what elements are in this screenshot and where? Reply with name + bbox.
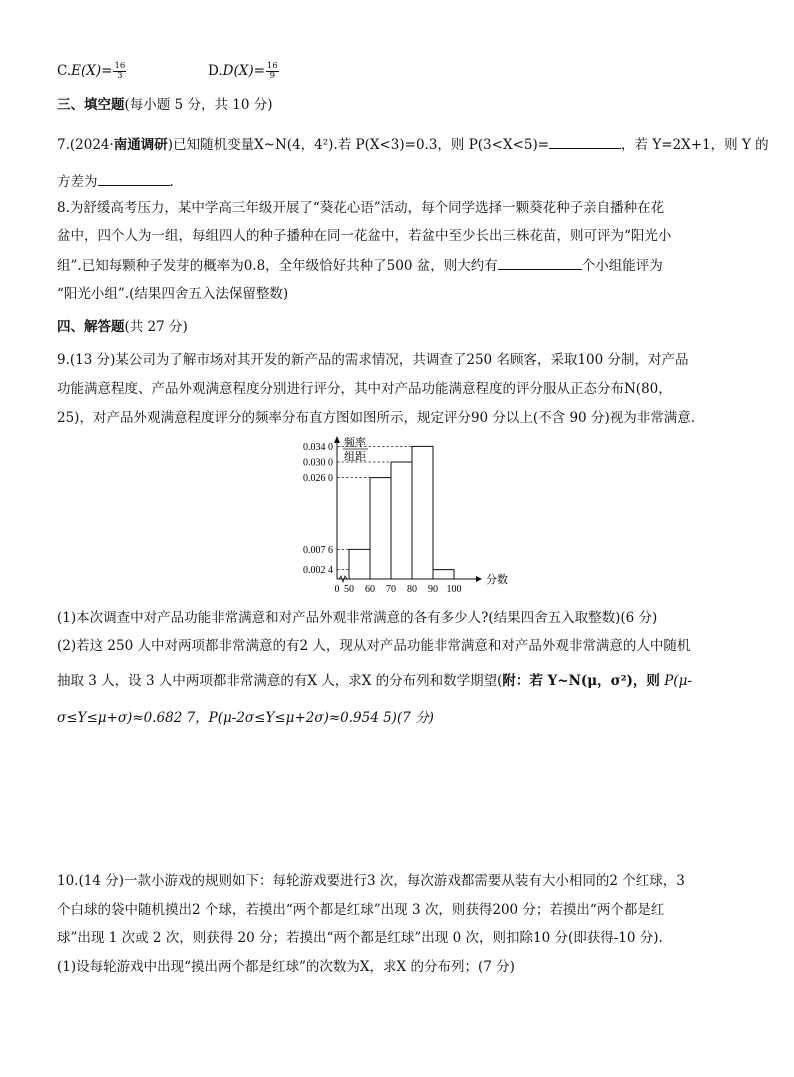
q9-part2-line2 [57, 672, 692, 690]
q8-text3b: 个小组能评为 [581, 258, 663, 274]
q10-line2: 个白球的袋中随机摸出2 个球，若摸出“两个都是红球”出现 3 次，则获得200 分；若摸出“两个都是红 [57, 902, 665, 918]
option-d-numerator: 16 [266, 61, 278, 71]
q7-end: . [169, 174, 174, 190]
q7-line1 [57, 135, 769, 154]
option-d [208, 62, 279, 81]
y-tick-label: 0.002 4 [303, 565, 333, 577]
q9-part2-line1: (2)若这 250 人中对两项都非常满意的有2 人，现从对产品功能非常满意和对产品外观非常满意的人中随机 [57, 638, 691, 654]
y-tick-label: 0.007 6 [303, 544, 333, 556]
option-d-label: D. [208, 63, 223, 79]
q7-text1: )已知随机变量X~N(4，4²).若 P(X<3)=0.3，则 P(3<X<5)= [167, 137, 550, 153]
x-axis-label: 分数 [486, 574, 508, 586]
q9-part1: (1)本次调查中对产品功能非常满意和对产品外观非常满意的各有多少人?(结果四舍五入取整数)(6 分) [57, 610, 658, 626]
y-axis-label-top: 频率 [344, 437, 366, 449]
histogram-bar [349, 549, 370, 579]
x-tick-label: 90 [428, 584, 438, 595]
q9-part2-formula-start: P(μ- [659, 673, 692, 689]
option-c-denominator: 3 [117, 71, 123, 81]
q7-line2 [57, 172, 174, 191]
q9-part2-text: 抽取 3 人，设 3 人中两项都非常满意的有X 人，求X 的分布列和数学期望( [57, 673, 503, 689]
option-c [57, 62, 126, 81]
option-c-fraction [113, 62, 126, 81]
q9-line2: 功能满意程度、产品外观满意程度分别进行评分，其中对产品功能满意程度的评分服从正态分布N(80， [57, 381, 672, 397]
frequency-histogram [290, 433, 508, 598]
q8-line1: 8.为舒缓高考压力，某中学高三年级开展了“葵花心语”活动，每个同学选择一颗葵花种子亲自播种在花 [57, 200, 665, 216]
option-c-expr: E(X)= [71, 63, 113, 79]
x-tick-label: 50 [344, 584, 354, 595]
q8-line2: 盆中，四个人为一组，每组四人的种子播种在同一花盆中，若盆中至少长出三株花苗，则可评为“阳光小 [57, 228, 672, 244]
q8-answer-blank[interactable] [498, 256, 582, 270]
x-tick-label: 70 [386, 584, 396, 595]
q7-text2: ，若 Y=2X+1，则 Y 的 [621, 137, 769, 153]
q10-line3: 球”出现 1 次或 2 次，则获得 20 分；若摸出“两个都是红球”出现 0 次，则扣除10 分(即获得-10 分). [57, 930, 663, 946]
histogram-bar [391, 462, 412, 579]
q8-line3 [57, 256, 663, 275]
q7-answer-blank-1[interactable] [549, 135, 621, 149]
x-tick-label: 0 [334, 584, 340, 595]
q10-part1: (1)设每轮游戏中出现“摸出两个都是红球”的次数为X，求X 的分布列；(7 分) [57, 959, 515, 975]
q9-part2-line3: σ≤Y≤μ+σ)≈0.682 7，P(μ-2σ≤Y≤μ+2σ)≈0.954 5)(7 分) [57, 710, 434, 726]
x-tick-label: 80 [407, 584, 417, 595]
q9-line1: 9.(13 分)某公司为了解市场对其开发的新产品的需求情况，共调查了250 名顾客，采取100 分制，对产品 [57, 352, 689, 368]
option-c-numerator: 16 [114, 61, 126, 71]
y-tick-label: 0.030 0 [303, 457, 333, 469]
option-c-label: C. [57, 63, 72, 79]
histogram-bar [370, 478, 391, 579]
x-axis-arrow [476, 576, 482, 582]
section3-title: 三、填空题 [57, 97, 125, 113]
q7-prefix: 7.(2024· [57, 137, 114, 153]
option-d-fraction [266, 62, 279, 81]
q8-line4: “阳光小组”.(结果四舍五入法保留整数) [57, 286, 289, 302]
section3-heading [57, 96, 272, 114]
histogram-bar [433, 570, 454, 579]
y-tick-label: 0.034 0 [303, 441, 333, 453]
q7-answer-blank-2[interactable] [98, 172, 170, 186]
q9-line3: 25)，对产品外观满意程度评分的频率分布直方图如图所示，规定评分90 分以上(不含 90 分)视为非常满意. [57, 410, 695, 426]
x-tick-label: 100 [446, 584, 462, 595]
section4-note: (共 27 分) [124, 319, 188, 335]
section3-note: (每小题 5 分，共 10 分) [124, 97, 273, 113]
q8-text3: 组”.已知每颗种子发芽的概率为0.8，全年级恰好共种了500 盆，则大约有 [57, 258, 498, 274]
option-d-expr: D(X)= [222, 63, 265, 79]
y-tick-label: 0.026 0 [303, 473, 333, 485]
q7-source: 南通调研 [113, 137, 168, 153]
section4-heading [57, 318, 188, 336]
y-axis-arrow [334, 436, 340, 443]
option-d-denominator: 9 [269, 71, 276, 81]
x-tick-label: 60 [365, 584, 375, 595]
q7-text3: 方差为 [57, 174, 98, 190]
y-axis-label-bottom: 组距 [344, 451, 366, 463]
q10-line1: 10.(14 分)一款小游戏的规则如下：每轮游戏要进行3 次，每次游戏都需要从装有大小相同的2 个红球，3 [57, 873, 685, 889]
histogram-bar [412, 446, 433, 579]
q9-part2-appendix: 附：若 Y~N(μ，σ²)，则 [502, 673, 660, 689]
section4-title: 四、解答题 [57, 319, 125, 335]
